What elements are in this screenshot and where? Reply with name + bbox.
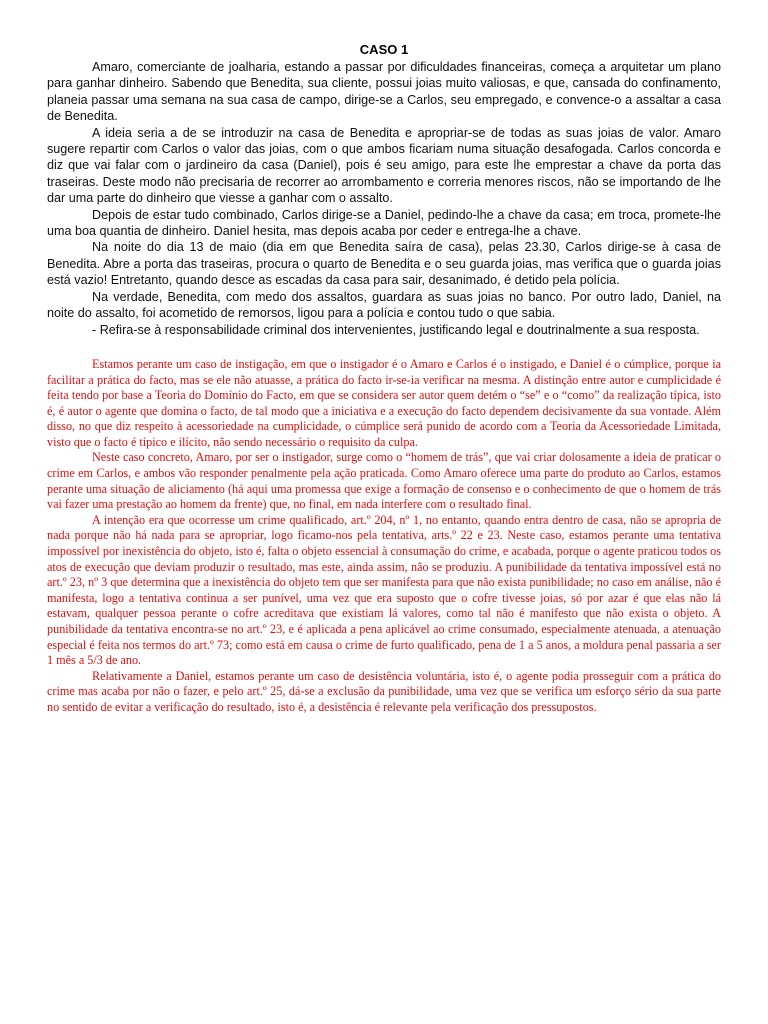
- answer-paragraph: Relativamente a Daniel, estamos perante um caso de desistência voluntária, isto é, o agente podia prosseguir com a prática do crime mas acaba por não o fazer, e pelo art.º 25, dá-se a exclusão da punibilidade, uma vez que se verifica um esforço sério da sua parte no sentido de evitar a verificação do resultado, isto é, a desistência é relevante pela verificação dos pressupostos.: [47, 668, 721, 714]
- case-paragraph: Na verdade, Benedita, com medo dos assaltos, guardara as suas joias no banco. Por outro lado, Daniel, na noite do assalto, foi acometido de remorsos, ligou para a polícia e contou tudo o que sabia.: [47, 289, 721, 321]
- answer-section: [47, 357, 721, 716]
- case-statement: [47, 59, 721, 338]
- answer-paragraph: A intenção era que ocorresse um crime qualificado, art.º 204, nº 1, no entanto, quando entra dentro de casa, não se apropria de nada porque não há nada para se apropriar, logo ficamo-nos pela tentativa, arts.º 22 e 23. Neste caso, estamos perante uma tentativa impossível por inexistência do objeto, isto é, falta o objeto essencial à consumação do crime, e acabada, porque o agente praticou todos os atos de execução que deviam produzir o resultado, mas este, ainda assim, não se produziu. A punibilidade da tentativa impossível está no art.º 23, nº 3 que determina que a inexistência do objeto tem que ser manifesta para que não exista punibilidade; no caso em análise, não é manifesta, logo a tentativa continua a ser punível, uma vez que era suposto que o cofre tivesse joias, só por azar é que elas não lá estavam, qualquer pessoa perante o cofre acreditava que existiam lá valores, como tal não é manifesto que não exista o objeto. A punibilidade da tentativa encontra-se no art.º 23, e é aplicada a pena aplicável ao crime consumado, especialmente atenuada, a atenuação especial é feita nos termos do art.º 73; como está em causa o crime de furto qualificado, pena de 1 a 5 anos, a moldura penal passaria a ser 1 mês a 5/3 de ano.: [47, 512, 721, 668]
- case-question: - Refira-se à responsabilidade criminal dos intervenientes, justificando legal e doutrinalmente a sua resposta.: [92, 322, 700, 337]
- case-paragraph: A ideia seria a de se introduzir na casa de Benedita e apropriar-se de todas as suas joias de valor. Amaro sugere repartir com Carlos o valor das joias, com o que ambos ficariam numa situação desafogada. Carlos concorda e diz que vai falar com o jardineiro da casa (Daniel), pois é seu amigo, para este lhe emprestar a chave da porta das traseiras. Deste modo não precisaria de recorrer ao arrombamento e correria menores riscos, não se importando de lhe dar uma parte do dinheiro que viesse a ganhar com o assalto.: [47, 125, 721, 206]
- answer-paragraph: Estamos perante um caso de instigação, em que o instigador é o Amaro e Carlos é o instigado, e Daniel é o cúmplice, porque ia facilitar a prática do facto, mas se ele não atuasse, a prática do facto ir-se-ia verificar na mesma. A distinção entre autor e cumplicidade é feita tendo por base a Teoria do Domínio do Facto, em que se considera ser autor quem detém o “se” e o “como” da realização típica, isto é, é autor o agente que domina o facto, de tal modo que a iniciativa e a execução do facto dependem decisivamente da sua vontade. Além disso, no que diz respeito à acessoriedade na cumplicidade, o cúmplice será punido de acordo com a Teoria da Acessoriedade Limitada, visto que o facto é típico e ilícito, não sendo necessário o requisito da culpa.: [47, 356, 721, 449]
- case-paragraph: Amaro, comerciante de joalharia, estando a passar por dificuldades financeiras, começa a arquitetar um plano para ganhar dinheiro. Sabendo que Benedita, sua cliente, possui joias muito valiosas, e que, cansada do confinamento, planeia passar uma semana na sua casa de campo, dirige-se a Carlos, seu empregado, e convence-o a assaltar a casa de Benedita.: [47, 60, 721, 124]
- case-title: CASO 1: [359, 42, 409, 57]
- case-paragraph: Depois de estar tudo combinado, Carlos dirige-se a Daniel, pedindo-lhe a chave da casa; em troca, promete-lhe uma boa quantia de dinheiro. Daniel hesita, mas depois acaba por ceder e entrega-lhe a chave.: [47, 207, 721, 239]
- case-paragraph: Na noite do dia 13 de maio (dia em que Benedita saíra de casa), pelas 23.30, Carlos dirige-se à casa de Benedita. Abre a porta das traseiras, procura o quarto de Benedita e o seu guarda joias, mas verifica que o guarda joias está vazio! Entretanto, quando desce as escadas da casa para sair, desanimado, é detido pela polícia.: [47, 240, 721, 288]
- answer-paragraph: Neste caso concreto, Amaro, por ser o instigador, surge como o “homem de trás”, que vai criar dolosamente a ideia de praticar o crime em Carlos, e ambos vão responder penalmente pela ação praticada. Como Amaro oferece uma parte do produto ao Carlos, estamos perante uma situação de aliciamento (há aqui uma promessa que exige a formação de consenso e o conhecimento de que o homem de trás vai fazer uma prestação ao homem da frente) que, no final, em nada interfere com o resultado final.: [47, 450, 721, 512]
